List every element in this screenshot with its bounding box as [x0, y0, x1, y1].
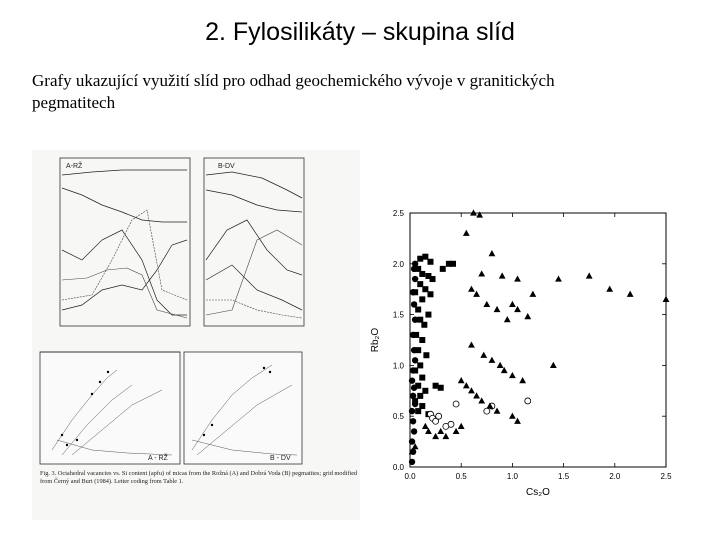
y-tick-label: 2.5 — [392, 209, 404, 218]
data-point-square — [427, 259, 433, 265]
scatter-svg — [360, 195, 688, 505]
data-point-circle — [409, 408, 415, 414]
data-point-open-circle — [436, 413, 442, 419]
data-point-circle — [409, 377, 415, 383]
data-point-square — [419, 375, 425, 381]
data-point-square — [419, 337, 425, 343]
data-point-square — [422, 388, 428, 394]
data-point-circle — [412, 401, 418, 407]
panel-b-label: B-DV — [218, 163, 235, 170]
panel-d-frame — [184, 352, 302, 464]
x-tick-label: 0.5 — [455, 472, 467, 481]
data-point-circle — [412, 261, 418, 267]
figure-panels-svg — [32, 150, 360, 520]
data-point-square — [417, 256, 423, 262]
data-point-square — [417, 362, 423, 368]
data-point-square — [440, 266, 446, 272]
slide-subtitle: Grafy ukazující využití slíd pro odhad geochemického vývoje v granitických pegmatitech — [32, 71, 555, 112]
data-point-square — [419, 271, 425, 277]
y-tick-label: 2.0 — [392, 259, 404, 269]
data-point-square — [438, 385, 444, 391]
data-point-circle — [410, 332, 416, 338]
data-point-square — [417, 281, 423, 287]
data-point-open-circle — [484, 408, 490, 414]
data-point-circle — [411, 428, 417, 434]
x-tick-label: 1.5 — [558, 472, 570, 481]
data-point-circle — [410, 367, 416, 373]
data-point-square — [419, 296, 425, 302]
y-tick-label: 1.5 — [392, 310, 404, 320]
data-point-circle — [410, 289, 416, 295]
panel-d-label: B - DV — [270, 455, 291, 462]
y-tick-label: 1.0 — [392, 361, 404, 371]
data-point-square — [422, 254, 428, 260]
data-point-circle — [411, 385, 417, 391]
data-point-circle — [411, 301, 417, 307]
data-point-square — [433, 383, 439, 389]
x-tick-label: 1.0 — [506, 472, 518, 481]
data-point-square — [417, 393, 423, 399]
data-point-square — [430, 276, 436, 282]
panel-a-frame — [60, 158, 190, 326]
data-point-circle — [410, 393, 416, 399]
panel-a-label: A-RŽ — [66, 163, 83, 170]
scatter-chart — [360, 195, 688, 505]
data-point-square — [415, 307, 421, 313]
data-point-square — [427, 291, 433, 297]
data-point-open-circle — [443, 423, 449, 429]
data-point-circle — [411, 347, 417, 353]
data-point-square — [422, 286, 428, 292]
data-point-square — [450, 261, 456, 267]
y-axis-label: Rb₂O — [370, 327, 381, 353]
x-tick-label: 2.0 — [609, 472, 621, 481]
data-point-open-circle — [453, 401, 459, 407]
slide-title: 2. Fylosilikáty – skupina slíd — [205, 18, 515, 46]
plot-frame — [410, 213, 666, 467]
data-point-square — [421, 322, 427, 328]
x-axis-label: Cs₂O — [526, 487, 550, 498]
data-point-circle — [409, 459, 415, 465]
data-point-circle — [409, 438, 415, 444]
data-point-circle — [412, 276, 418, 282]
data-point-square — [415, 408, 421, 414]
data-point-circle — [410, 418, 416, 424]
data-point-circle — [412, 357, 418, 363]
y-tick-label: 0.0 — [392, 463, 404, 472]
scanned-figure-panels — [32, 150, 360, 520]
panel-c-frame — [40, 352, 180, 464]
data-point-square — [425, 312, 431, 318]
figure-caption: Fig. 3. Octahedral vacancies vs. Si content (apfu) of micas from the Rožná (A) and Dobrá Voda (B) pegmatites; grid modified from Černý and Burt (1984). Letter coding from Table 1. — [40, 470, 358, 485]
data-point-square — [423, 352, 429, 358]
data-point-circle — [412, 316, 418, 322]
x-tick-label: 0.0 — [404, 472, 416, 481]
y-tick-label: 0.5 — [392, 412, 404, 422]
data-point-open-circle — [525, 398, 531, 404]
x-tick-label: 2.5 — [660, 472, 672, 481]
panel-c-label: A - RŽ — [148, 455, 168, 462]
